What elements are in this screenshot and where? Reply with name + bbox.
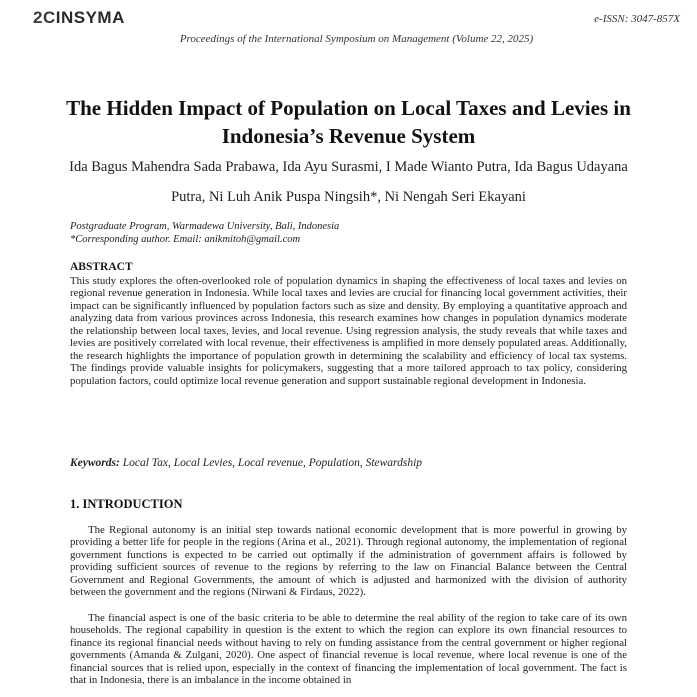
affiliation: Postgraduate Program, Warmadewa University, Bali, Indonesia [70,221,340,232]
keywords-text: Local Tax, Local Levies, Local revenue, Population, Stewardship [122,457,423,469]
running-head: Proceedings of the International Symposium on Management (Volume 22, 2025) [179,33,534,45]
introduction-paragraph-2: The financial aspect is one of the basic criteria to be able to determine the real ability of the region to take care of its own households. The regional capability in question is the extent to which the region can explore its own financial resources to finance its regional financial needs without having to rely on funding assistance from the central government or higher regional governments (Amanda & Zulgani, 2020). One aspect of financial revenue is local revenue, where local revenue is one of the financial sources that is relied upon, especially in the context of financing the implementation of local government. The fact is that in Indonesia, there is an imbalance in the income obtained in [70,612,627,687]
page-header [33,8,680,48]
introduction-paragraph-1: The Regional autonomy is an initial step towards national economic development that is more powerful in growing by providing a better life for people in the regions (Arina et al., 2021). Through regional autonomy, the implementation of regional government functions is expected to be carried out optimally if the administration of government affairs is followed by providing sufficient sources of revenue to the regions by referring to the law on Financial Balance between the Central Government and Regional Governments, the amount of which is adjusted and harmonized with the division of authority between the government and the regions (Nirwani & Firdaus, 2022). [70,524,627,599]
logo-text: INSYMA [55,8,125,27]
issn-label: e-ISSN: 3047-857X [594,13,680,25]
section-heading-introduction: 1. INTRODUCTION [70,497,183,511]
affiliation-block [70,220,339,246]
abstract-heading: ABSTRACT [70,261,133,273]
corresponding-author: *Corresponding author. Email: anikmitoh@gmail.com [70,234,301,245]
keywords [70,457,627,469]
logo-mark: 2C [33,8,56,27]
author-list: Ida Bagus Mahendra Sada Prabawa, Ida Ayu Surasmi, I Made Wianto Putra, Ida Bagus Udayana Putra, Ni Luh Anik Puspa Ningsih*, Ni Nengah Seri Ekayani [69,159,628,205]
insyma-logo [33,8,125,28]
abstract-text: This study explores the often-overlooked role of population dynamics in shaping the effectiveness of local taxes and levies on regional revenue generation in Indonesia. While local taxes and levies are crucial for financing local government activities, their impact can be significantly influenced by population factors such as size and density. By employing a quantitative approach and analyzing data from various provinces across Indonesia, this research examines how changes in population dynamics moderate the relationship between local taxes, levies, and local revenue. Using regression analysis, the study reveals that while taxes and levies are positively correlated with local revenue, their effectiveness is amplified in more densely populated areas. Additionally, the research highlights the importance of population growth in determining the scalability and efficiency of local tax systems. The findings provide valuable insights for policymakers, suggesting that a more tailored approach to tax policy, considering population factors, could optimize local revenue generation and support sustainable regional development in Indonesia. [70,275,627,387]
paper-title: The Hidden Impact of Population on Local Taxes and Levies in Indonesia’s Revenue System [66,96,631,148]
keywords-label: Keywords: [70,457,120,469]
